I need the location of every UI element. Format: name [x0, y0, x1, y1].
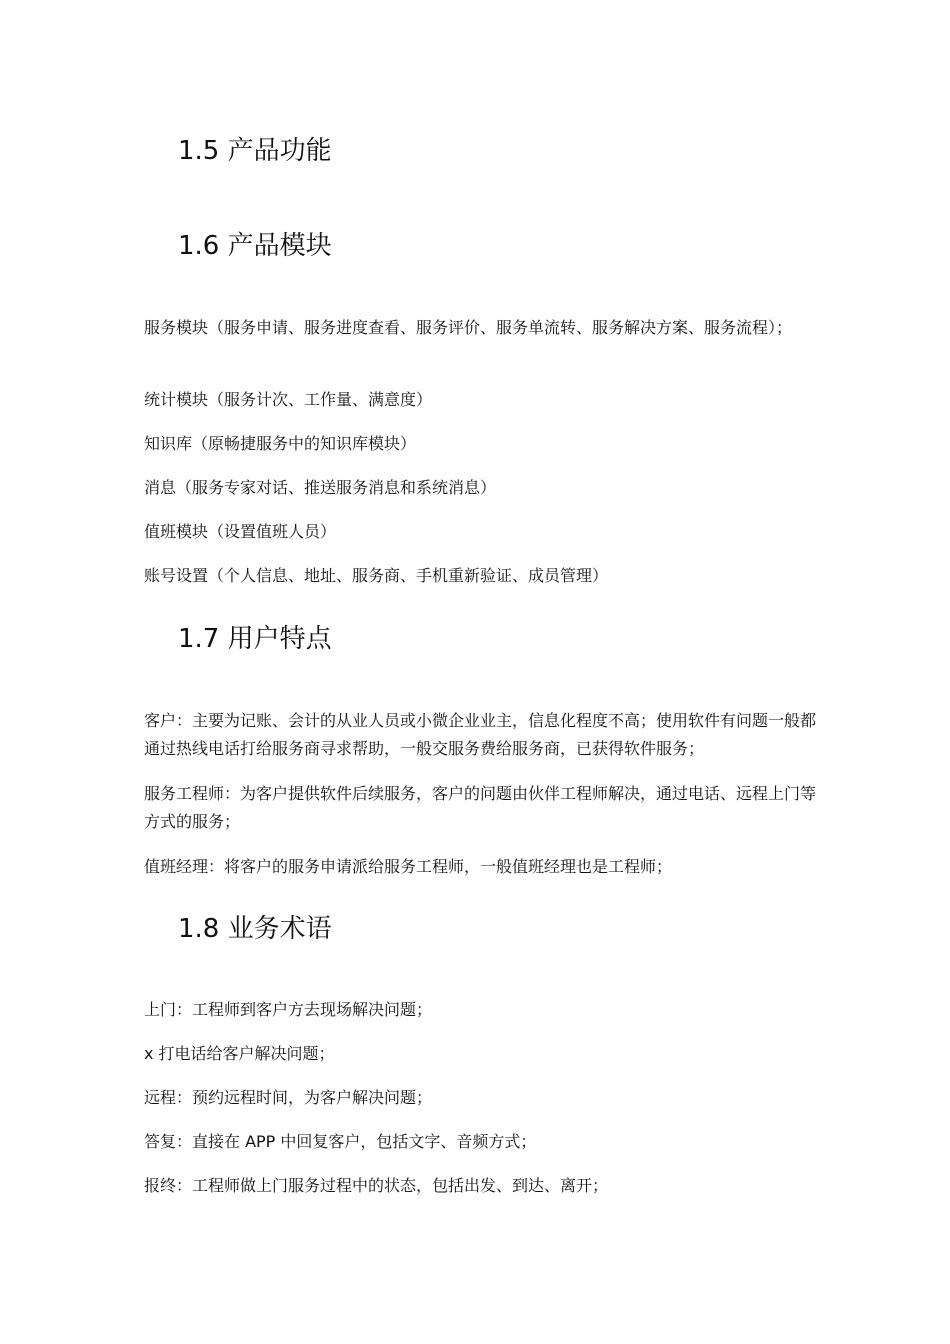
term-reply: 答复：直接在 APP 中回复客户，包括文字、音频方式；: [144, 1132, 537, 1151]
section-heading-1-8: 1.8 业务术语: [178, 914, 332, 944]
module-item-message: 消息（服务专家对话、推送服务消息和系统消息）: [144, 478, 497, 497]
section-heading-1-6: 1.6 产品模块: [178, 231, 332, 261]
term-remote: 远程：预约远程时间，为客户解决问题；: [144, 1088, 433, 1107]
term-onsite: 上门：工程师到客户方去现场解决问题；: [144, 1000, 433, 1019]
term-phone: x 打电话给客户解决问题；: [144, 1044, 335, 1063]
term-report: 报终：工程师做上门服务过程中的状态，包括出发、到达、离开；: [144, 1176, 609, 1195]
section-heading-1-7: 1.7 用户特点: [178, 624, 332, 654]
module-item-account: 账号设置（个人信息、地址、服务商、手机重新验证、成员管理）: [144, 566, 609, 585]
user-trait-customer: 客户：主要为记账、会计的从业人员或小微企业业主，信息化程度不高；使用软件有问题一般都通过热线电话打给服务商寻求帮助，一般交服务费给服务商，已获得软件服务；: [144, 711, 817, 758]
module-item-statistics: 统计模块（服务计次、工作量、满意度）: [144, 390, 433, 409]
section-heading-1-5: 1.5 产品功能: [178, 136, 332, 166]
user-trait-duty-manager: 值班经理：将客户的服务申请派给服务工程师，一般值班经理也是工程师；: [144, 857, 673, 876]
module-item-knowledge: 知识库（原畅捷服务中的知识库模块）: [144, 434, 417, 453]
module-item-duty: 值班模块（设置值班人员）: [144, 522, 337, 541]
module-item-service: 服务模块（服务申请、服务进度查看、服务评价、服务单流转、服务解决方案、服务流程）；: [144, 318, 793, 337]
user-trait-engineer: 服务工程师：为客户提供软件后续服务，客户的问题由伙伴工程师解决，通过电话、远程上门等方式的服务；: [144, 784, 817, 831]
